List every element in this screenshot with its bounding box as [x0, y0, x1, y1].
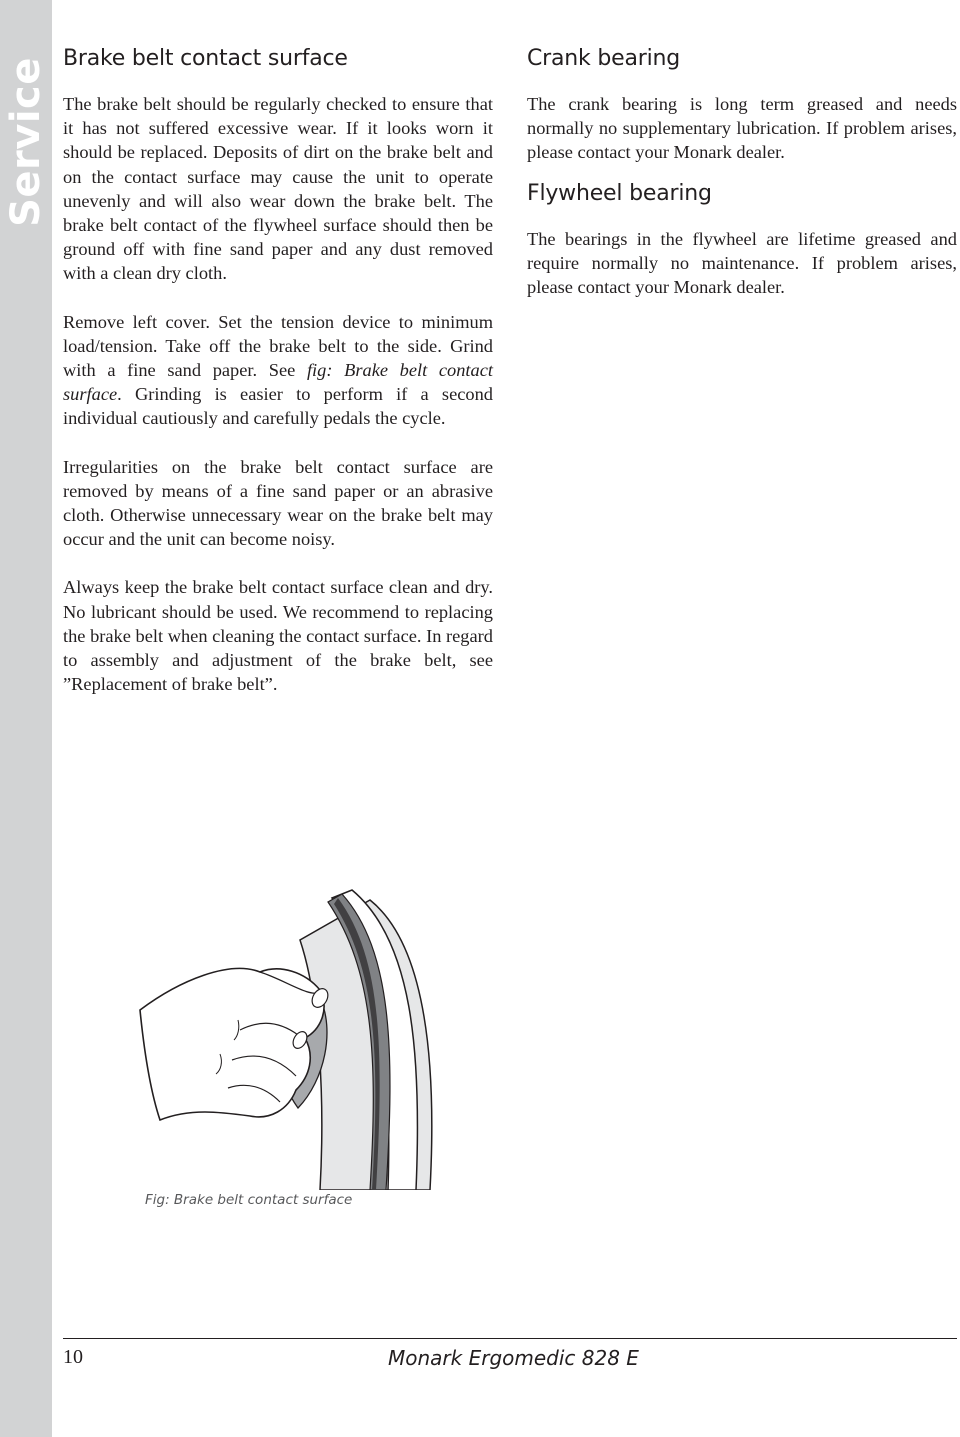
brake-belt-heading: Brake belt contact surface [63, 46, 348, 71]
irregularities-paragraph: Irregularities on the brake belt contact surface are removed by means of a fine sand paper or an abrasive cloth. Otherwise unnecessary wear on the brake belt may occur and the unit can become noisy. [63, 456, 493, 550]
intro-paragraph: The brake belt should be regularly checked to ensure that it has not suffered excessive wear. If it looks worn it should be replaced. Deposits of dirt on the brake belt and on the contact surface may cause the unit to operate unevenly and will also wear down the brake belt. The brake belt contact of the flywheel surface should then be ground off with fine sand paper and any dust removed with a clean dry cloth. [63, 94, 493, 284]
crank-bearing-heading: Crank bearing [527, 46, 681, 71]
brake-belt-illustration [120, 880, 460, 1190]
crank-bearing-text: The crank bearing is long term greased and needs normally no supplementary lubrication. If problem arises, please contact your Monark dealer. [527, 94, 957, 163]
side-tab-label: Service [3, 57, 49, 227]
footer-divider [63, 1338, 957, 1339]
flywheel-bearing-text: The bearings in the flywheel are lifetime greased and require normally no maintenance. If problem arises, please contact your Monark dealer. [527, 228, 957, 298]
remove-cover-text-end: . Grinding is easier to perform if a second individual cautiously and carefully pedals the cycle. [63, 384, 493, 429]
figure-reference: fig: Brake belt contact surface [63, 360, 493, 405]
right-column [527, 42, 957, 299]
flywheel-bearing-heading: Flywheel bearing [527, 180, 712, 206]
page-number: 10 [63, 1346, 83, 1368]
side-tab [0, 0, 52, 1437]
remove-cover-paragraph [63, 310, 493, 431]
remove-cover-text: Remove left cover. Set the tension device to minimum load/tension. Take off the brake belt to the side. Grind with a fine sand paper. See [63, 311, 493, 381]
figure-caption: Fig: Brake belt contact surface [145, 1192, 353, 1208]
left-column [63, 42, 493, 696]
brake-belt-figure [120, 880, 460, 1190]
document-title: Monark Ergomedic 828 E [388, 1346, 639, 1370]
keep-clean-paragraph: Always keep the brake belt contact surface clean and dry. No lubricant should be used. We recommend to replacing the brake belt when cleaning the contact surface. In regard to assembly and adjustment of the brake belt, see ”Replacement of brake belt”. [63, 577, 493, 695]
